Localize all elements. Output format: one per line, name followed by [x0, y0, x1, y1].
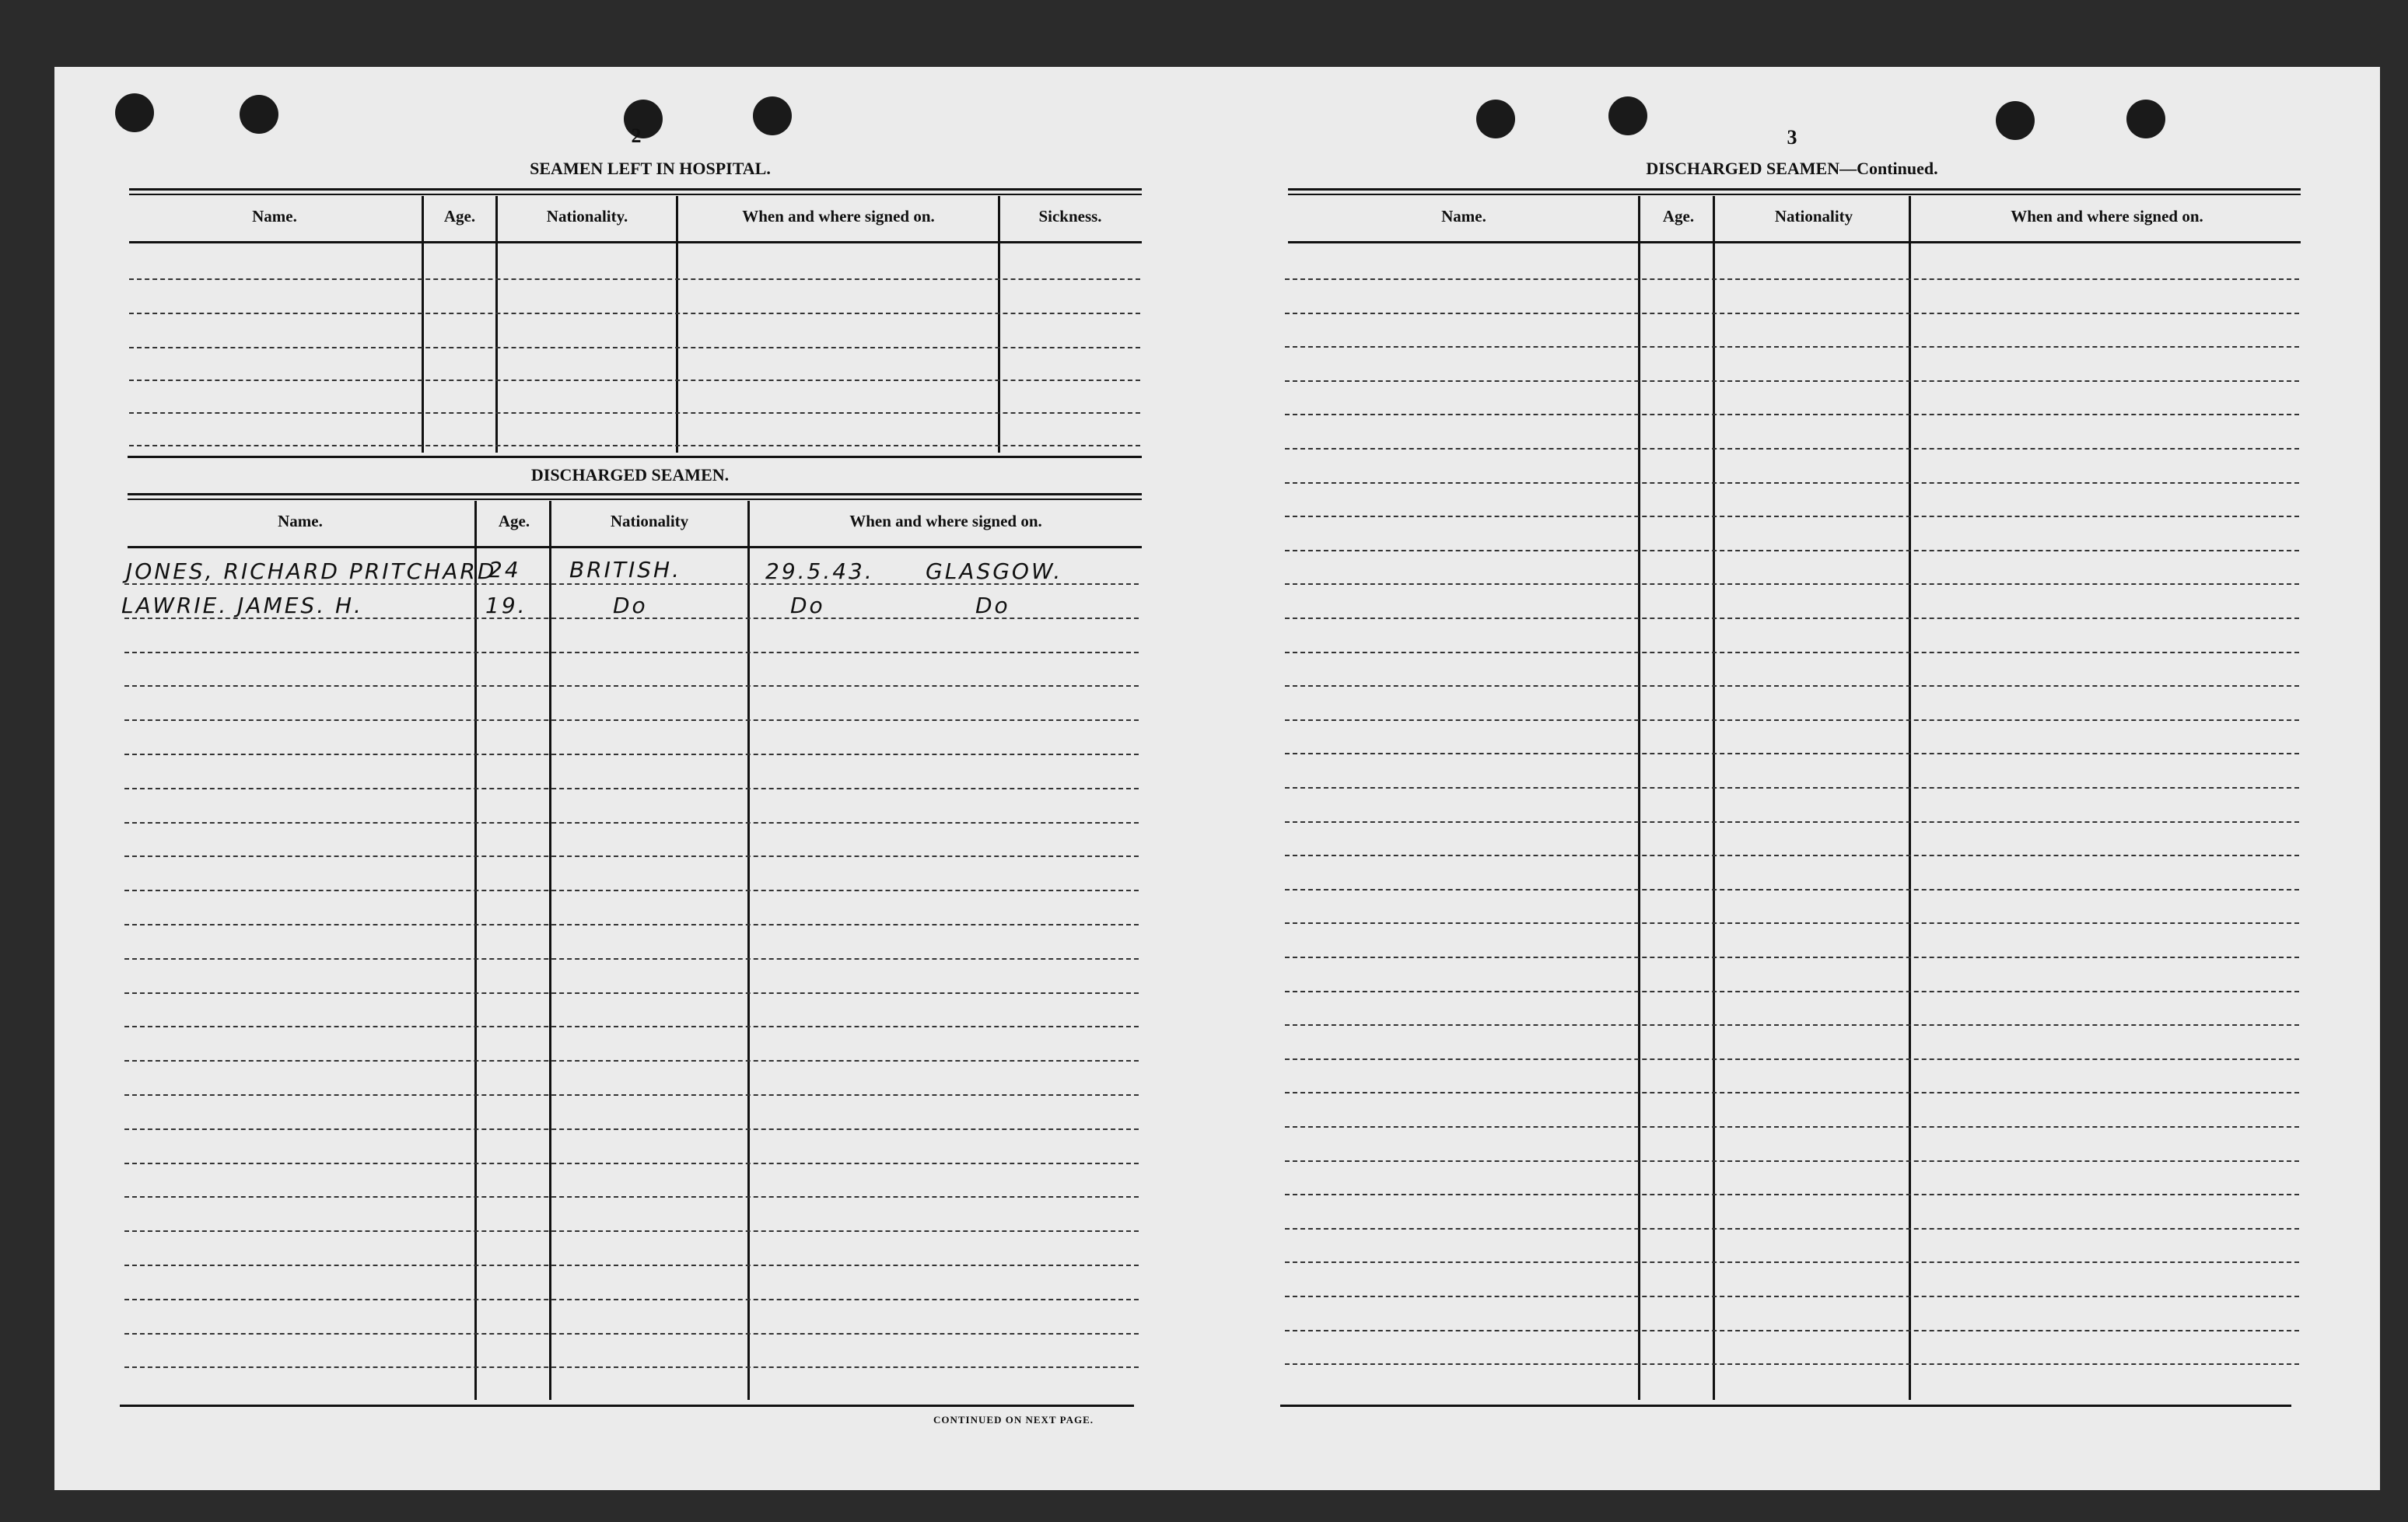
ruled-row-line [1285, 482, 2299, 484]
seaman-age: 19. [485, 593, 527, 618]
ruled-row-line [124, 1196, 1139, 1198]
right-col-divider [1909, 196, 1911, 1400]
ruled-row-line [1285, 583, 2299, 585]
right-header-nationality: Nationality [1774, 207, 1853, 226]
ruled-row-line [1285, 719, 2299, 721]
discharged-top-rule [128, 499, 1142, 500]
ruled-row-line [124, 890, 1139, 891]
hospital-header-rule [129, 241, 1142, 243]
right-col-divider [1638, 196, 1640, 1400]
hospital-top-rule [129, 188, 1142, 191]
ruled-row-line [1285, 346, 2299, 348]
right-bottom-rule [1280, 1405, 2291, 1407]
ruled-row-line [124, 1163, 1139, 1164]
ruled-row-line [1285, 753, 2299, 754]
punch-hole [753, 96, 792, 135]
seaman-sign-on-date: 29.5.43. [765, 558, 874, 584]
seaman-name: JONES, RICHARD PRITCHARD [126, 558, 497, 584]
discharged-header-name: Name. [278, 512, 323, 530]
ruled-row-line [1285, 1058, 2299, 1060]
discharged-top-rule [128, 493, 1142, 495]
ruled-row-line [124, 1094, 1139, 1096]
ruled-row-line [1285, 1092, 2299, 1093]
discharged-header-age: Age. [498, 512, 530, 530]
right-header-age: Age. [1662, 207, 1695, 226]
ruled-row-line [1285, 1024, 2299, 1026]
hospital-top-rule [129, 194, 1142, 195]
ruled-row-line [1285, 685, 2299, 687]
ruled-row-line [1285, 550, 2299, 551]
hospital-row-line [129, 412, 1140, 414]
ruled-row-line [124, 1230, 1139, 1232]
hospital-row-line [129, 347, 1140, 348]
page-number-right: 3 [1787, 126, 1797, 149]
ruled-row-line [1285, 855, 2299, 856]
ruled-row-line [1285, 1126, 2299, 1128]
ruled-row-line [124, 992, 1139, 994]
ruled-row-line [124, 1060, 1139, 1062]
hospital-section-title: SEAMEN LEFT IN HOSPITAL. [530, 159, 771, 178]
ruled-row-line [1285, 313, 2299, 314]
ruled-row-line [124, 958, 1139, 960]
ruled-row-line [1285, 1363, 2299, 1365]
ruled-row-line [1285, 414, 2299, 415]
ruled-row-line [124, 822, 1139, 824]
ruled-row-line [1285, 1160, 2299, 1162]
seaman-sign-on-place: GLASGOW. [926, 558, 1063, 584]
hospital-header-nationality: Nationality. [546, 207, 628, 226]
ruled-row-line [1285, 787, 2299, 789]
ruled-row-line [1285, 922, 2299, 924]
seaman-nationality: BRITISH. [569, 557, 682, 583]
hospital-bottom-rule [128, 456, 1142, 458]
right-header-rule [1288, 241, 2301, 243]
ruled-row-line [124, 685, 1139, 687]
discharged-header-rule [128, 546, 1142, 548]
discharged-bottom-rule [120, 1405, 1134, 1407]
continued-section-title: DISCHARGED SEAMEN—Continued. [1646, 159, 1938, 178]
ruled-row-line [124, 1026, 1139, 1027]
ruled-row-line [124, 1265, 1139, 1266]
punch-hole [2126, 100, 2165, 138]
hospital-header-sickness: Sickness. [1038, 207, 1102, 226]
discharged-header-signed-on: When and where signed on. [849, 512, 1042, 530]
ruled-row-line [1285, 1261, 2299, 1263]
ruled-row-line [1285, 1330, 2299, 1331]
hospital-col-divider [495, 196, 498, 453]
hospital-col-divider [676, 196, 678, 453]
seaman-sign-on-place: Do [975, 593, 1010, 618]
hospital-row-line [129, 445, 1140, 446]
ruled-row-line [1285, 618, 2299, 619]
right-col-divider [1713, 196, 1715, 1400]
page-number-left: 2 [631, 124, 642, 147]
punch-hole [1608, 96, 1647, 135]
ruled-row-line [124, 719, 1139, 721]
seaman-sign-on-date: Do [790, 593, 825, 618]
ruled-row-line [124, 1299, 1139, 1300]
ruled-row-line [1285, 1296, 2299, 1297]
ruled-row-line [124, 924, 1139, 925]
punch-hole [624, 100, 663, 138]
hospital-header-name: Name. [252, 207, 297, 226]
hospital-col-divider [998, 196, 1000, 453]
ruled-row-line [1285, 1228, 2299, 1230]
ruled-row-line [1285, 991, 2299, 992]
ruled-row-line [1285, 278, 2299, 280]
seaman-nationality: Do [613, 593, 648, 618]
ruled-row-line [124, 855, 1139, 857]
right-header-signed-on: When and where signed on. [2011, 207, 2203, 226]
right-header-name: Name. [1441, 207, 1486, 226]
register-sheet [54, 67, 2380, 1490]
ruled-row-line [124, 1333, 1139, 1335]
ruled-row-line [124, 1128, 1139, 1130]
discharged-section-title: DISCHARGED SEAMEN. [530, 465, 730, 485]
ruled-row-line [1285, 957, 2299, 958]
ruled-row-line [124, 788, 1139, 789]
ruled-row-line [1285, 1194, 2299, 1195]
ruled-row-line [1285, 889, 2299, 890]
discharged-header-nationality: Nationality [610, 512, 689, 530]
ruled-row-line [124, 1366, 1139, 1368]
hospital-header-signed-on: When and where signed on. [742, 207, 935, 226]
ruled-row-line [124, 754, 1139, 755]
hospital-row-line [129, 278, 1140, 280]
ruled-row-line [1285, 448, 2299, 450]
ruled-row-line [1285, 516, 2299, 517]
hospital-header-age: Age. [443, 207, 476, 226]
ruled-row-line [1285, 821, 2299, 823]
ruled-row-line [124, 652, 1139, 653]
punch-hole [115, 93, 154, 132]
hospital-col-divider [422, 196, 424, 453]
punch-hole [1476, 100, 1515, 138]
punch-hole [1996, 101, 2035, 140]
continued-footer: CONTINUED ON NEXT PAGE. [933, 1414, 1094, 1426]
seaman-age: 24 [488, 557, 521, 583]
right-top-rule [1288, 188, 2301, 191]
hospital-row-line [129, 380, 1140, 381]
seaman-name: LAWRIE. JAMES. H. [121, 593, 363, 618]
ruled-row-line [1285, 652, 2299, 653]
hospital-row-line [129, 313, 1140, 314]
right-top-rule [1288, 194, 2301, 195]
ruled-row-line [1285, 380, 2299, 382]
punch-hole [240, 95, 278, 134]
